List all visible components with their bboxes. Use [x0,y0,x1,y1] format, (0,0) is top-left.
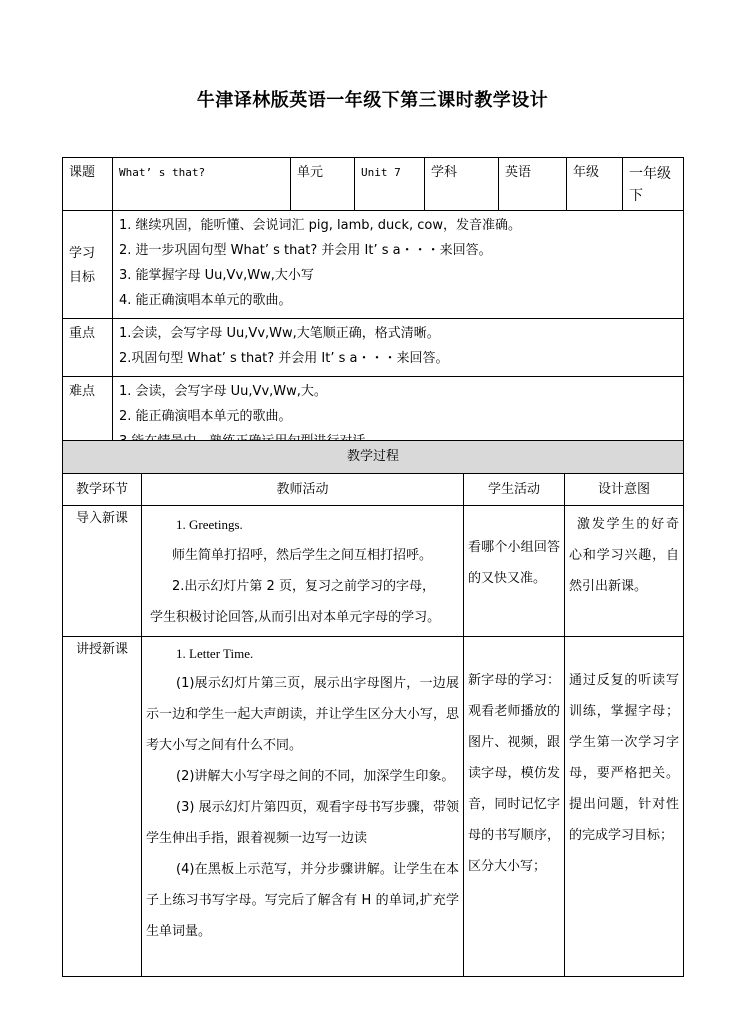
goal-item: 4. 能正确演唱本单元的歌曲。 [119,293,292,308]
process-row-new [63,637,684,977]
teacher-step: 1. Letter Time. [176,646,254,661]
document-title: 牛津译林版英语一年级下第三课时教学设计 [196,90,549,111]
keypoint-item: 1.会读，会写字母 Uu,Vv,Ww,大笔顺正确，格式清晰。 [119,326,440,341]
header-intent: 设计意图 [565,474,684,506]
student-activity: 新字母的学习：观看老师播放的图片、视频，跟读字母，模仿发音，同时记忆字母的书写顺序，区分大小写； [468,673,560,874]
grade-label: 年级 [567,158,623,211]
goals-label: 学习目标 [63,211,113,319]
keypoints-label: 重点 [63,319,113,377]
teacher-step: (1)展示幻灯片第三页，展示出字母图片，一边展示一边和学生一起大声朗读，并让学生区分大小写，思考大小写之间有什么不同。 [146,676,459,753]
process-section-title: 教学过程 [63,441,684,474]
info-table [62,157,684,460]
process-header-row [63,474,684,506]
difficulty-item: 1. 会读，会写字母 Uu,Vv,Ww,大。 [119,384,327,399]
header-student: 学生活动 [464,474,565,506]
teacher-step: 2.出示幻灯片第 2 页，复习之前学习的字母， [172,579,435,594]
topic-value: What’ s that? [113,158,291,211]
teacher-step: 学生积极讨论回答,从而引出对本单元字母的学习。 [150,610,441,625]
intent-cell [565,506,684,637]
goals-row [63,211,684,319]
keypoint-item: 2.巩固句型 What’ s that? 并会用 It’ s a・・・来回答。 [119,351,449,366]
topic-label: 课题 [63,158,113,211]
subject-value: 英语 [499,158,567,211]
design-intent: 激发学生的好奇心和学习兴趣，自然引出新课。 [569,517,680,594]
subject-label: 学科 [425,158,499,211]
stage-cell: 讲授新课 [63,637,142,977]
process-row-intro [63,506,684,637]
stage-cell: 导入新课 [63,506,142,637]
teacher-step: (2)讲解大小写字母之间的不同，加深学生印象。 [176,769,455,784]
keypoints-row [63,319,684,377]
header-stage: 教学环节 [63,474,142,506]
design-intent: 通过反复的听读写训练，掌握字母；学生第一次学习字母，要严格把关。提出问题，针对性的完成学习目标； [569,673,680,843]
info-row [63,158,684,211]
goal-item: 3. 能掌握字母 Uu,Vv,Ww,大小写 [119,268,314,283]
teacher-step: (4)在黑板上示范写，并分步骤讲解。让学生在本子上练习书写字母。写完后了解含有 H 的单词,扩充学生单词量。 [146,862,459,939]
teacher-cell [142,637,464,977]
process-title-row [63,441,684,474]
grade-value: 一年级下 [623,158,684,211]
intent-cell [565,637,684,977]
unit-label: 单元 [291,158,355,211]
student-cell [464,637,565,977]
teacher-step: 师生简单打招呼，然后学生之间互相打招呼。 [172,548,433,563]
keypoints-content [113,319,684,377]
process-table [62,440,684,977]
difficulties-label: 难点 [63,377,113,460]
student-activity: 看哪个小组回答的又快又准。 [468,540,560,586]
goals-content [113,211,684,319]
goal-item: 2. 进一步巩固句型 What’ s that? 并会用 It’ s a・・・来回答。 [119,243,492,258]
header-teacher: 教师活动 [142,474,464,506]
teacher-step: (3) 展示幻灯片第四页，观看字母书写步骤，带领学生伸出手指，跟着视频一边写一边读 [146,800,459,846]
teacher-step: 1. Greetings. [176,517,243,532]
difficulty-item: 2. 能正确演唱本单元的歌曲。 [119,409,292,424]
unit-value: Unit 7 [355,158,425,211]
student-cell [464,506,565,637]
teacher-cell [142,506,464,637]
goal-item: 1. 继续巩固，能听懂、会说词汇 pig, lamb, duck, cow，发音准确。 [119,218,521,233]
